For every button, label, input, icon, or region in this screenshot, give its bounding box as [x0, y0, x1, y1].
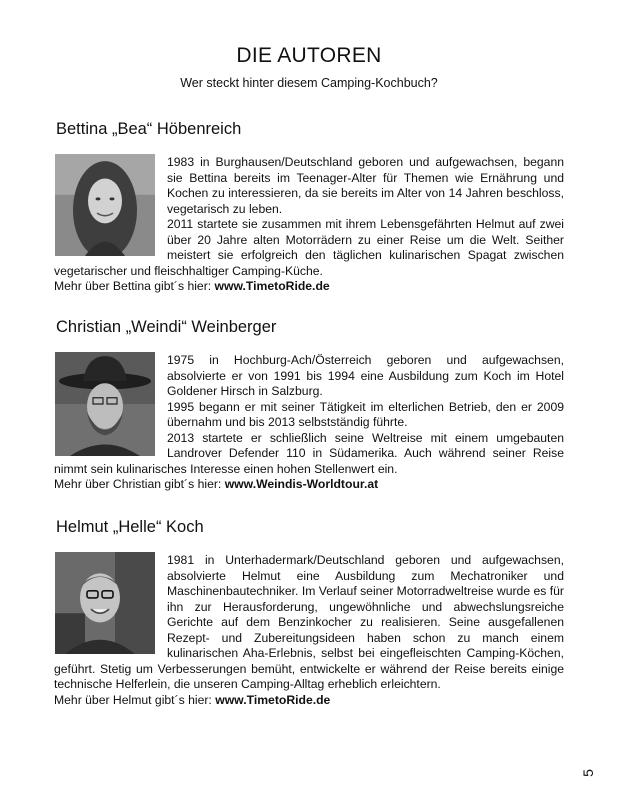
author-bio-bettina — [54, 155, 564, 295]
author-name-bettina: Bettina „Bea“ Höbenreich — [56, 120, 242, 138]
author-name-christian: Christian „Weindi“ Weinberger — [56, 318, 277, 336]
website-link-weindis-worldtour[interactable]: www.Weindis-Worldtour.at — [224, 477, 379, 491]
more-info-label: Mehr über Christian gibt´s hier: — [54, 477, 225, 491]
website-link-timetoride[interactable]: www.TimetoRide.de — [214, 279, 330, 293]
bio-paragraph: 1975 in Hochburg-Ach/Österreich geboren und aufgewachsen, absolvierte er von 1991 bis 1994 eine Ausbildung zum Koch im Hotel Goldener Hirsch in Salzburg. — [167, 353, 564, 398]
page-number: 5 — [579, 769, 596, 777]
website-link-timetoride[interactable]: www.TimetoRide.de — [215, 692, 331, 707]
more-info-label: Mehr über Bettina gibt´s hier: — [54, 279, 215, 293]
author-name-helmut: Helmut „Helle“ Koch — [56, 518, 204, 536]
more-info-line — [54, 693, 564, 709]
page-title: DIE AUTOREN — [236, 44, 382, 67]
bio-paragraph: 2011 startete sie zusammen mit ihrem Lebensgefährten Helmut auf zwei über 20 Jahre alten Motorrädern zu einer Reise um die Welt. Seither meistert sie erfolgreich den täglichen kulinarischen Spagat zwischen vegetarischer und fleischhaltiger Camping-Küche. — [54, 217, 564, 278]
bio-paragraph: 1995 begann er mit seiner Tätigkeit im elterlichen Betrieb, den er 2009 übernahm und bis 2013 selbstständig führte. — [167, 399, 564, 429]
bio-paragraph: 1983 in Burghausen/Deutschland geboren und aufgewachsen, begann sie Bettina bereits im Teenager-Alter für Themen wie Ernährung und Kochen zu interessieren, da sie bereits im Alter von 14 Jahren beschloss, vegetarisch zu leben. — [167, 155, 564, 216]
bio-paragraph: 1981 in Unterhadermark/Deutschland geboren und aufgewachsen, absolvierte Helmut eine Ausbildung zum Mechatroniker und Maschinenbautechniker. Im Verlauf seiner Motorradweltreise wurde es für ihn zur Herausforderung, ungewöhnliche und abwechslungsreiche Gerichte auf dem Benzinkocher zu realisieren. Seine ausgefallenen Rezept- und Zubereitungsideen haben schon zu manch einem kulinarischen Aha-Erlebnis, selbst bei eingefleischten Camping-Köchen, geführt. Stetig um Verbesserungen bemüht, entwickelte er während der Reise bereits einige technische Helferlein, die unseren Camping-Alltag erheblich erleichtern. — [54, 553, 564, 691]
more-info-line — [54, 477, 564, 493]
more-info-line — [54, 279, 564, 295]
author-bio-christian — [54, 353, 564, 493]
author-bio-helmut — [54, 553, 564, 708]
bio-paragraph: 2013 startete er schließlich seine Weltreise mit einem umgebauten Landrover Defender 110 in Südamerika. Auch während seiner Reise nimmt sein kulinarisches Interesse einen hohen Stellenwert ein. — [54, 430, 564, 476]
more-info-label: Mehr über Helmut gibt´s hier: — [54, 692, 216, 707]
page-subtitle: Wer steckt hinter diesem Camping-Kochbuch? — [180, 76, 438, 90]
